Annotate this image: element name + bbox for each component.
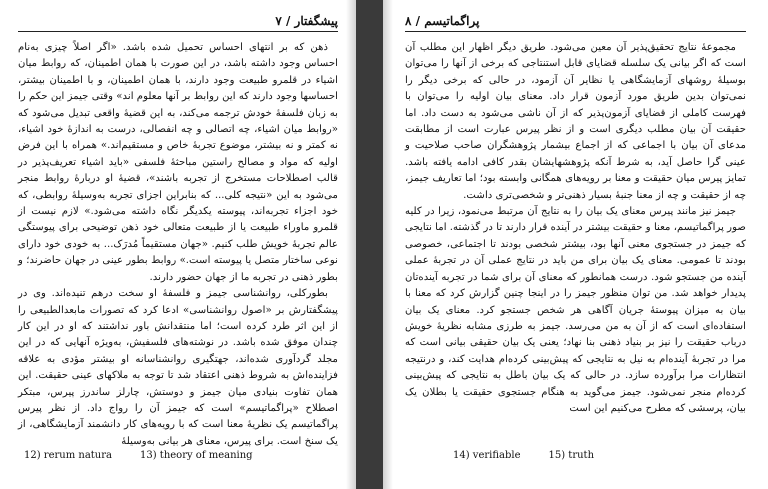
header-text: ۸ / پراگماتیسم (405, 14, 480, 28)
body-text (18, 40, 338, 450)
spine-shadow (346, 0, 356, 489)
footnote: 12) rerum natura (24, 450, 112, 461)
body-text (405, 40, 746, 417)
footnotes (24, 450, 253, 461)
running-header (405, 14, 746, 32)
left-page (0, 0, 356, 489)
paragraph: جیمز نیز مانند پیرس معنای یک بیان را به نتایج آن مرتبط می‌نمود، زیرا در کلیه صور پراگماتیسم، معنا و حقیقت بیشتر در آینده قرار دارند تا در گذشته. اما نتایجی که جیمز در جستجوی معنی آنها بود، بیشتر شخصی بودند تا اجتماعی، خصوصی بودند تا عمومی. معنای یک بیان برای من باید در نتایج عملی آن در تجربهٔ عملی آینده من جستجو شود. درست همانطور که معنای آن برای شما در تجربه آینده‌تان پدیدار خواهد شد. من توان منظور جیمز را در اینجا چنین گزارش کرد که معنا با بیان به میزان پیوستهٔ جریان آگاهی هر شخص جستجو کرد. معنای یک بیان استفاده‌ای است که از آن به من می‌رسد. جیمز به طرزی مشابه نظریهٔ خویش درباب حقیقت را نیز بر بنیاد ذهنی بنا نهاد؛ یعنی یک بیان حقیقی بیانی است که مرا در تجربهٔ آینده‌ام به نیل به نتایجی که پیش‌بینی کرده‌ام هدایت کند، و درنتیجه انتظارات مرا برآورده سازد. در حالی که یک بیان باطل به نتایجی که پیش‌بینی کرده‌ام منجر نمی‌شود. جیمز می‌گوید به هنگام جستجوی حقیقت یا بطلان یک بیان، پرسشی که مطرح می‌کنیم این است (404, 206, 746, 414)
footnote: 14) verifiable (453, 450, 521, 461)
paragraph: ذهن که بر انتهای احساس تحمیل شده باشد. «اگر اصلاً چیزی به‌نام احساس وجود داشته باشد، در این صورت با همان اطمینان، که روابط میان اشیاء در قلمرو طبیعت وجود دارند، با همان اطمینان، و با اطمینان بیشتر، احساسها وجود دارند که این روابط بر آنها معلوم اند» وقتی جیمز این حکم را به زبان فلسفهٔ خودش ترجمه می‌کند، به این قضیهٔ واقعی تبدیل می‌شود که «روابط میان اشیاء، چه اتصالی و چه انفصالی، درست به اندازهٔ خود اشیاء، نه کمتر و نه بیشتر، موضوع تجربهٔ خاص و مستقیم‌اند.» همراه با این فرض اولیه که مواد و مصالح راستین مباحثهٔ فلسفی «باید اشیاء تعریف‌پذیر در قالب اصطلاحات مستخرج از تجربه باشند»، قضیهٔ او دربارهٔ روابط منجر می‌شود به این «نتیجه کلی... که بنابراین اجزای تجربه به‌وسیلهٔ روابطی، که خود اجزاء تجربه‌اند، پیوسته یکدیگر نگاه داشته می‌شود.» لازم نیست از قلمرو ماوراء طبیعت یا از طبیعت متعالی خود ذهن توضیحی برای پیوستگی عالم تجربهٔ خویش طلب کنیم. «جهان مستقیماً مُدرَک... به خودی خود دارای نوعی ساختار متصل یا پیوسته است.» روابط بطور عینی در جهان حاضرند؛ و بطور ذهنی در تجربه ما از جهان حضور دارند. (18, 42, 338, 283)
paragraph: بطورکلی، روانشناسی جیمز و فلسفهٔ او سخت درهم تنیده‌اند. وی در پیشگفتارش بر «اصول روانشناسی» ادعا کرد که تصورات ما‌بعدالطبیعی را از این اثر طرد کرده است؛ اما منتقدانش باور نداشتند که او در این کار چندان موفق شده باشد. در نوشته‌های فلسفیش، به‌ویژه آنهایی که در این مجلد گردآوری شده‌اند، جهتگیری روانشناسانه او بیشتر مؤدی به علاقه فزاینده‌اش به شروط ذهنی اعتقاد شد تا توجه به ملاکهای عینی حقیقت. این همان تفاوت بنیادی میان جیمز و دوستش، چارلز ساندرز پیرس، مبتکر اصطلاح «پراگماتیسم» است که جیمز آن را رواج داد. از نظر پیرس پراگماتیسم یک نظریهٔ معنا است که با رویه‌های کار دانشمند آزمایشگاهی، از یک سنخ است. برای پیرس، معنای هر بیانی به‌وسیلهٔ (18, 288, 338, 447)
header-text: پیشگفتار / ۷ (275, 14, 338, 28)
footnote: 13) theory of meaning (140, 450, 253, 461)
footnotes (453, 450, 594, 461)
running-header (18, 14, 338, 32)
paragraph: مجموعهٔ نتایج تحقیق‌پذیر آن معین می‌شود. طریق دیگر اظهار این مطلب آن است که اگر بیانی یک سلسله قضایای قابل استنتاجی که برخی از آنها را می‌توان بوسیلهٔ روشهای آزمایشگاهی یا نظایر آن آزمود، در حالی که برخی دیگر را نمی‌توان بدین طریق مورد آزمون قرار داد. معنای بیان اولیه را می‌توان با فهرست کاملی از قضایای آزمون‌پذیر که از آن ناشی می‌شود به دست داد. اما حقیقت آن بیان مطلب دیگری است و از نظر پیرس عبارت است از مطابقت مدعای آن بیان با اجماعی که از اجماع بیشمار پژوهشگران صاحب صلاحیت و عینی گرا حاصل آید، به شرط آنکه پژوهشهایشان بقدر کافی ادامه یافته باشد. تمایز پیرس میان حقیقت و معنا بر رویه‌های همگانی وابسته بود؛ اما تعاریف جیمز، چه از حقیقت و چه از معنا جنبهٔ بسیار ذهنی‌تر و شخصی‌تری داشت. (405, 42, 746, 201)
spine-shadow (383, 0, 393, 489)
right-page (383, 0, 768, 489)
footnote: 15) truth (548, 450, 595, 461)
